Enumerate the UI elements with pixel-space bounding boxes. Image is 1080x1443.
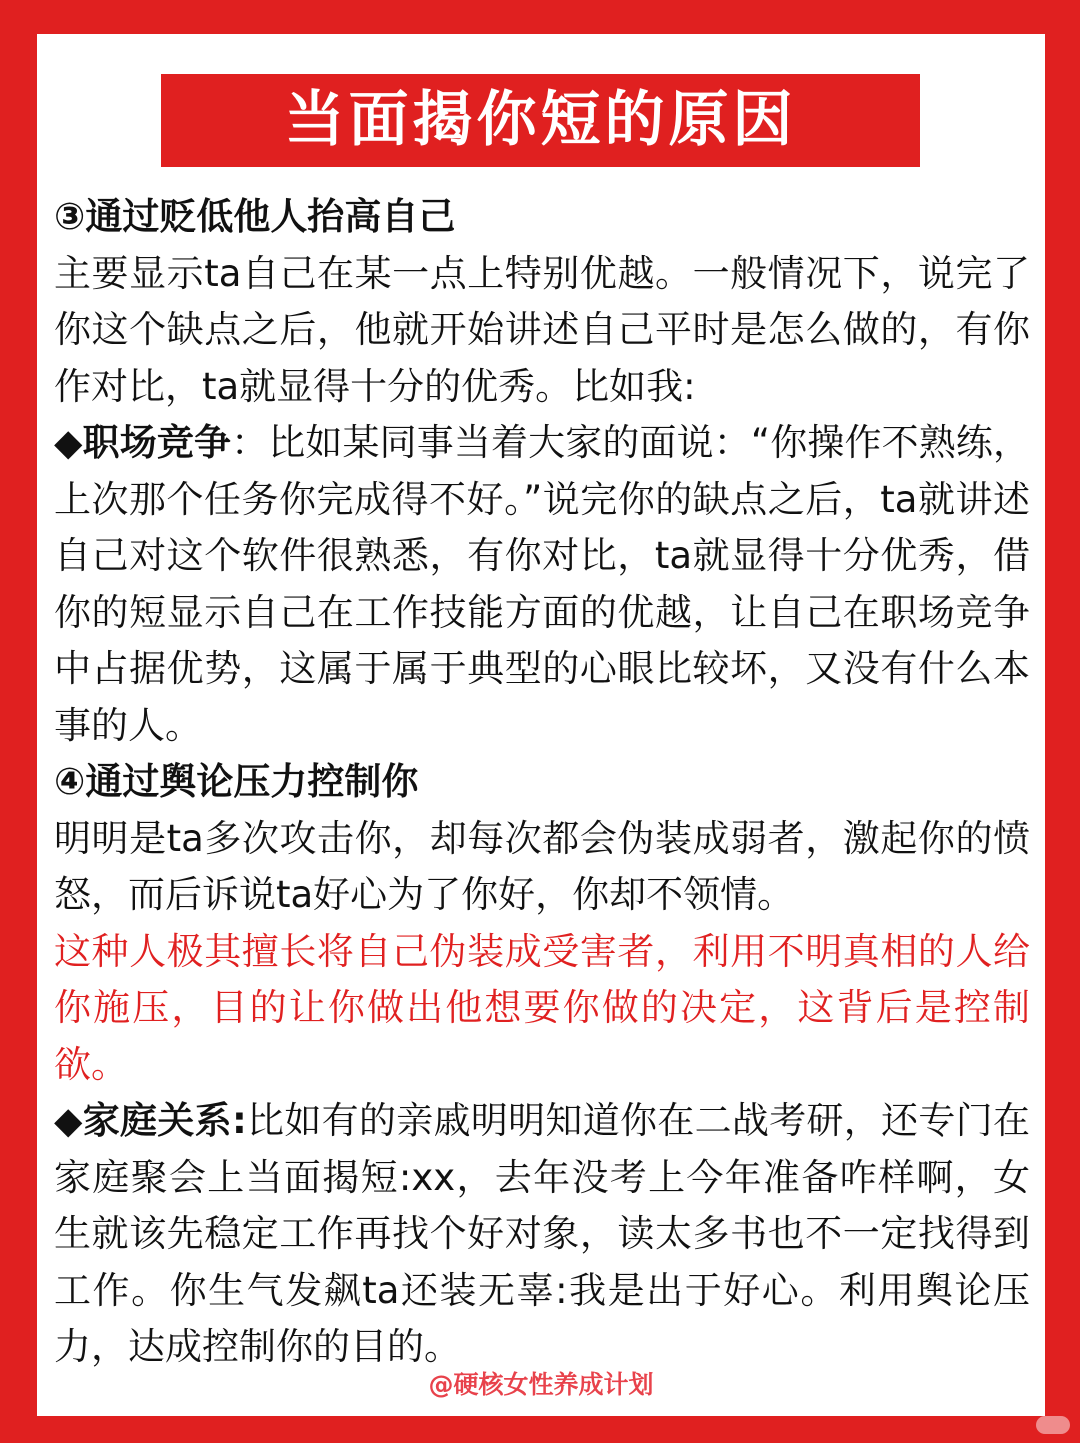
example-text-family: 比如有的亲戚明明知道你在二战考研，还专门在家庭聚会上当面揭短:xx，去年没考上今年准备咋样啊，女生就该先稳定工作再找个好对象，读太多书也不一定找得到工作。你生气发飙ta还装无辜:我是出于好心。利用舆论压力，达成控制你的目的。: [54, 1099, 1030, 1368]
section-3-example: [54, 415, 1030, 754]
section-heading-4: ④通过舆论压力控制你: [54, 760, 419, 803]
author-watermark: @硬核女性养成计划: [428, 1370, 654, 1399]
platform-logo-icon: [1036, 1416, 1070, 1434]
example-text-workplace: ：比如某同事当着大家的面说：“你操作不熟练，上次那个任务你完成得不好。”说完你的缺点之后，ta就讲述自己对这个软件很熟悉，有你对比，ta就显得十分优秀，借你的短显示自己在工作技能方面的优越，让自己在职场竞争中占据优势，这属于属于典型的心眼比较坏，又没有什么本事的人。: [54, 421, 1030, 747]
example-label-workplace: ◆职场竞争: [54, 421, 232, 464]
section-4-highlight: 这种人极其擅长将自己伪装成受害者，利用不明真相的人给你施压，目的让你做出他想要你做的决定，这背后是控制欲。: [54, 929, 1030, 1086]
section-4-intro: 明明是ta多次攻击你，却每次都会伪装成弱者，激起你的愤怒，而后诉说ta好心为了你好，你却不领情。: [54, 816, 1030, 916]
section-3-intro: 主要显示ta自己在某一点上特别优越。一般情况下，说完了你这个缺点之后，他就开始讲述自己平时是怎么做的，有你作对比，ta就显得十分的优秀。比如我:: [54, 251, 1030, 408]
section-4-example: [54, 1093, 1030, 1376]
example-label-family: ◆家庭关系:: [54, 1099, 247, 1142]
page-title: 当面揭你短的原因: [161, 74, 920, 167]
article-body: [54, 189, 1030, 1376]
content-card: [37, 34, 1045, 1416]
section-heading-3: ③通过贬低他人抬高自己: [54, 195, 456, 238]
